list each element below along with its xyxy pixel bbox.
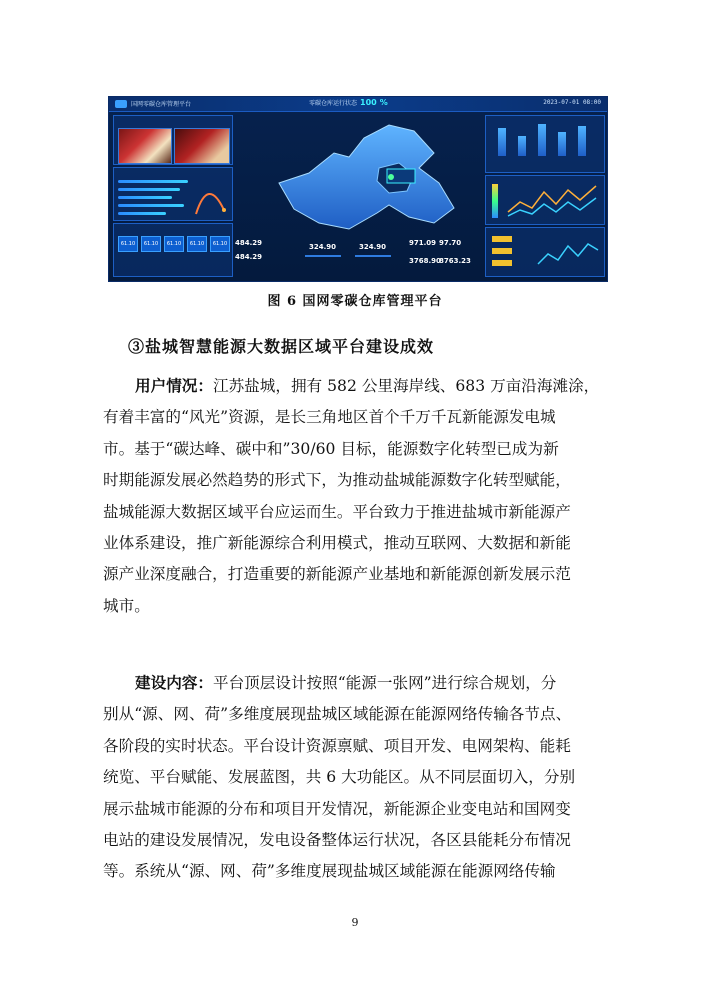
dashboard-header xyxy=(109,97,607,112)
paragraph-user-situation xyxy=(103,370,608,622)
kpi-box: 61.10 xyxy=(164,236,184,252)
stat-underline xyxy=(355,255,391,257)
kpi-box: 61.10 xyxy=(141,236,161,252)
stat-value: 324.90 xyxy=(309,243,337,251)
page-number: 9 xyxy=(351,916,359,929)
paragraph-line: 用户情况：江苏盐城，拥有 582 公里海岸线、683 万亩沿海滩涂， xyxy=(135,376,600,395)
list-panel xyxy=(485,227,605,277)
dashboard-title: 国网零碳仓库管理平台 xyxy=(131,101,192,108)
stat-bar xyxy=(118,180,188,183)
paragraph-line: 城市。 xyxy=(103,596,150,615)
stat-underline xyxy=(305,255,341,257)
meeting-photo-left xyxy=(118,128,172,164)
kpi-panel xyxy=(113,223,233,277)
stat-value: 324.90 xyxy=(359,243,387,251)
chart-bar xyxy=(538,124,546,156)
paragraph-line: 电站的建设发展情况，发电设备整体运行状况，各区县能耗分布情况 xyxy=(103,831,571,850)
paragraph-line: 时期能源发展必然趋势的形式下，为推动盐城能源数字化转型赋能， xyxy=(103,471,571,490)
stat-value: 3768.90 xyxy=(409,257,441,265)
paragraph-line: 各阶段的实时状态。平台设计资源禀赋、项目开发、电网架构、能耗 xyxy=(103,736,571,755)
stat-bar xyxy=(118,196,172,199)
paragraph-line: 盐城能源大数据区域平台应运而生。平台致力于推进盐城市新能源产 xyxy=(103,502,571,521)
chart-bar xyxy=(578,126,586,156)
gauge-bar xyxy=(492,184,498,218)
kpi-box: 61.10 xyxy=(210,236,230,252)
paragraph-line: 展示盐城市能源的分布和项目开发情况，新能源企业变电站和国网变 xyxy=(103,799,571,818)
figure-caption: 图 6 国网零碳仓库管理平台 xyxy=(267,294,443,309)
stat-value: 97.70 xyxy=(439,239,462,247)
paragraph-lead: 用户情况： xyxy=(135,376,213,395)
stat-bar xyxy=(118,212,166,215)
chart-bar xyxy=(498,128,506,156)
trend-curve xyxy=(194,174,230,218)
paragraph-line: 有着丰富的“风光”资源，是长三角地区首个千万千瓦新能源发电城 xyxy=(103,408,556,427)
paragraph-line: 别从“源、网、荷”多维度展现盐城区域能源在能源网络传输各节点、 xyxy=(103,705,572,724)
brand-logo-icon xyxy=(115,100,127,108)
paragraph-line: 等。系统从“源、网、荷”多维度展现盐城区域能源在能源网络传输 xyxy=(103,862,556,881)
stat-value: 484.29 xyxy=(235,239,263,247)
stat-value: 484.29 xyxy=(235,253,263,261)
line-chart-panel xyxy=(485,175,605,225)
list-tag xyxy=(492,248,512,254)
meeting-photo-right xyxy=(174,128,230,164)
kpi-box: 61.10 xyxy=(187,236,207,252)
paragraph-construction xyxy=(103,667,608,888)
dashboard-time: 2023-07-01 08:00 xyxy=(543,99,601,106)
video-panel xyxy=(113,115,233,165)
stat-bar xyxy=(118,188,180,191)
region-map xyxy=(239,113,479,241)
paragraph-line: 统览、平台赋能、发展蓝图，共 6 大功能区。从不同层面切入，分别 xyxy=(103,768,576,787)
paragraph-line: 建设内容：平台顶层设计按照“能源一张网”进行综合规划，分 xyxy=(135,673,557,692)
chart-bar xyxy=(518,136,526,156)
section-heading: ③盐城智慧能源大数据区域平台建设成效 xyxy=(128,337,435,356)
paragraph-line: 市。基于“碳达峰、碳中和”30/60 目标，能源数字化转型已成为新 xyxy=(103,439,559,458)
dashboard-figure xyxy=(108,96,608,282)
energy-stats-panel xyxy=(113,167,233,221)
list-tag xyxy=(492,236,512,242)
list-tag xyxy=(492,260,512,266)
stat-value: 971.09 xyxy=(409,239,437,247)
stat-value: 8763.23 xyxy=(439,257,471,265)
line-chart xyxy=(506,182,600,220)
paragraph-line: 业体系建设，推广新能源综合利用模式，推动互联网、大数据和新能 xyxy=(103,534,571,553)
mini-line-chart xyxy=(536,234,600,272)
stat-bar xyxy=(118,204,184,207)
chart-bar xyxy=(558,132,566,156)
bar-chart-panel xyxy=(485,115,605,173)
paragraph-lead: 建设内容： xyxy=(135,673,213,692)
kpi-box: 61.10 xyxy=(118,236,138,252)
paragraph-line: 源产业深度融合，打造重要的新能源产业基地和新能源创新发展示范 xyxy=(103,565,571,584)
dashboard-status: 零碳仓库运行状态 100 % xyxy=(309,98,388,107)
